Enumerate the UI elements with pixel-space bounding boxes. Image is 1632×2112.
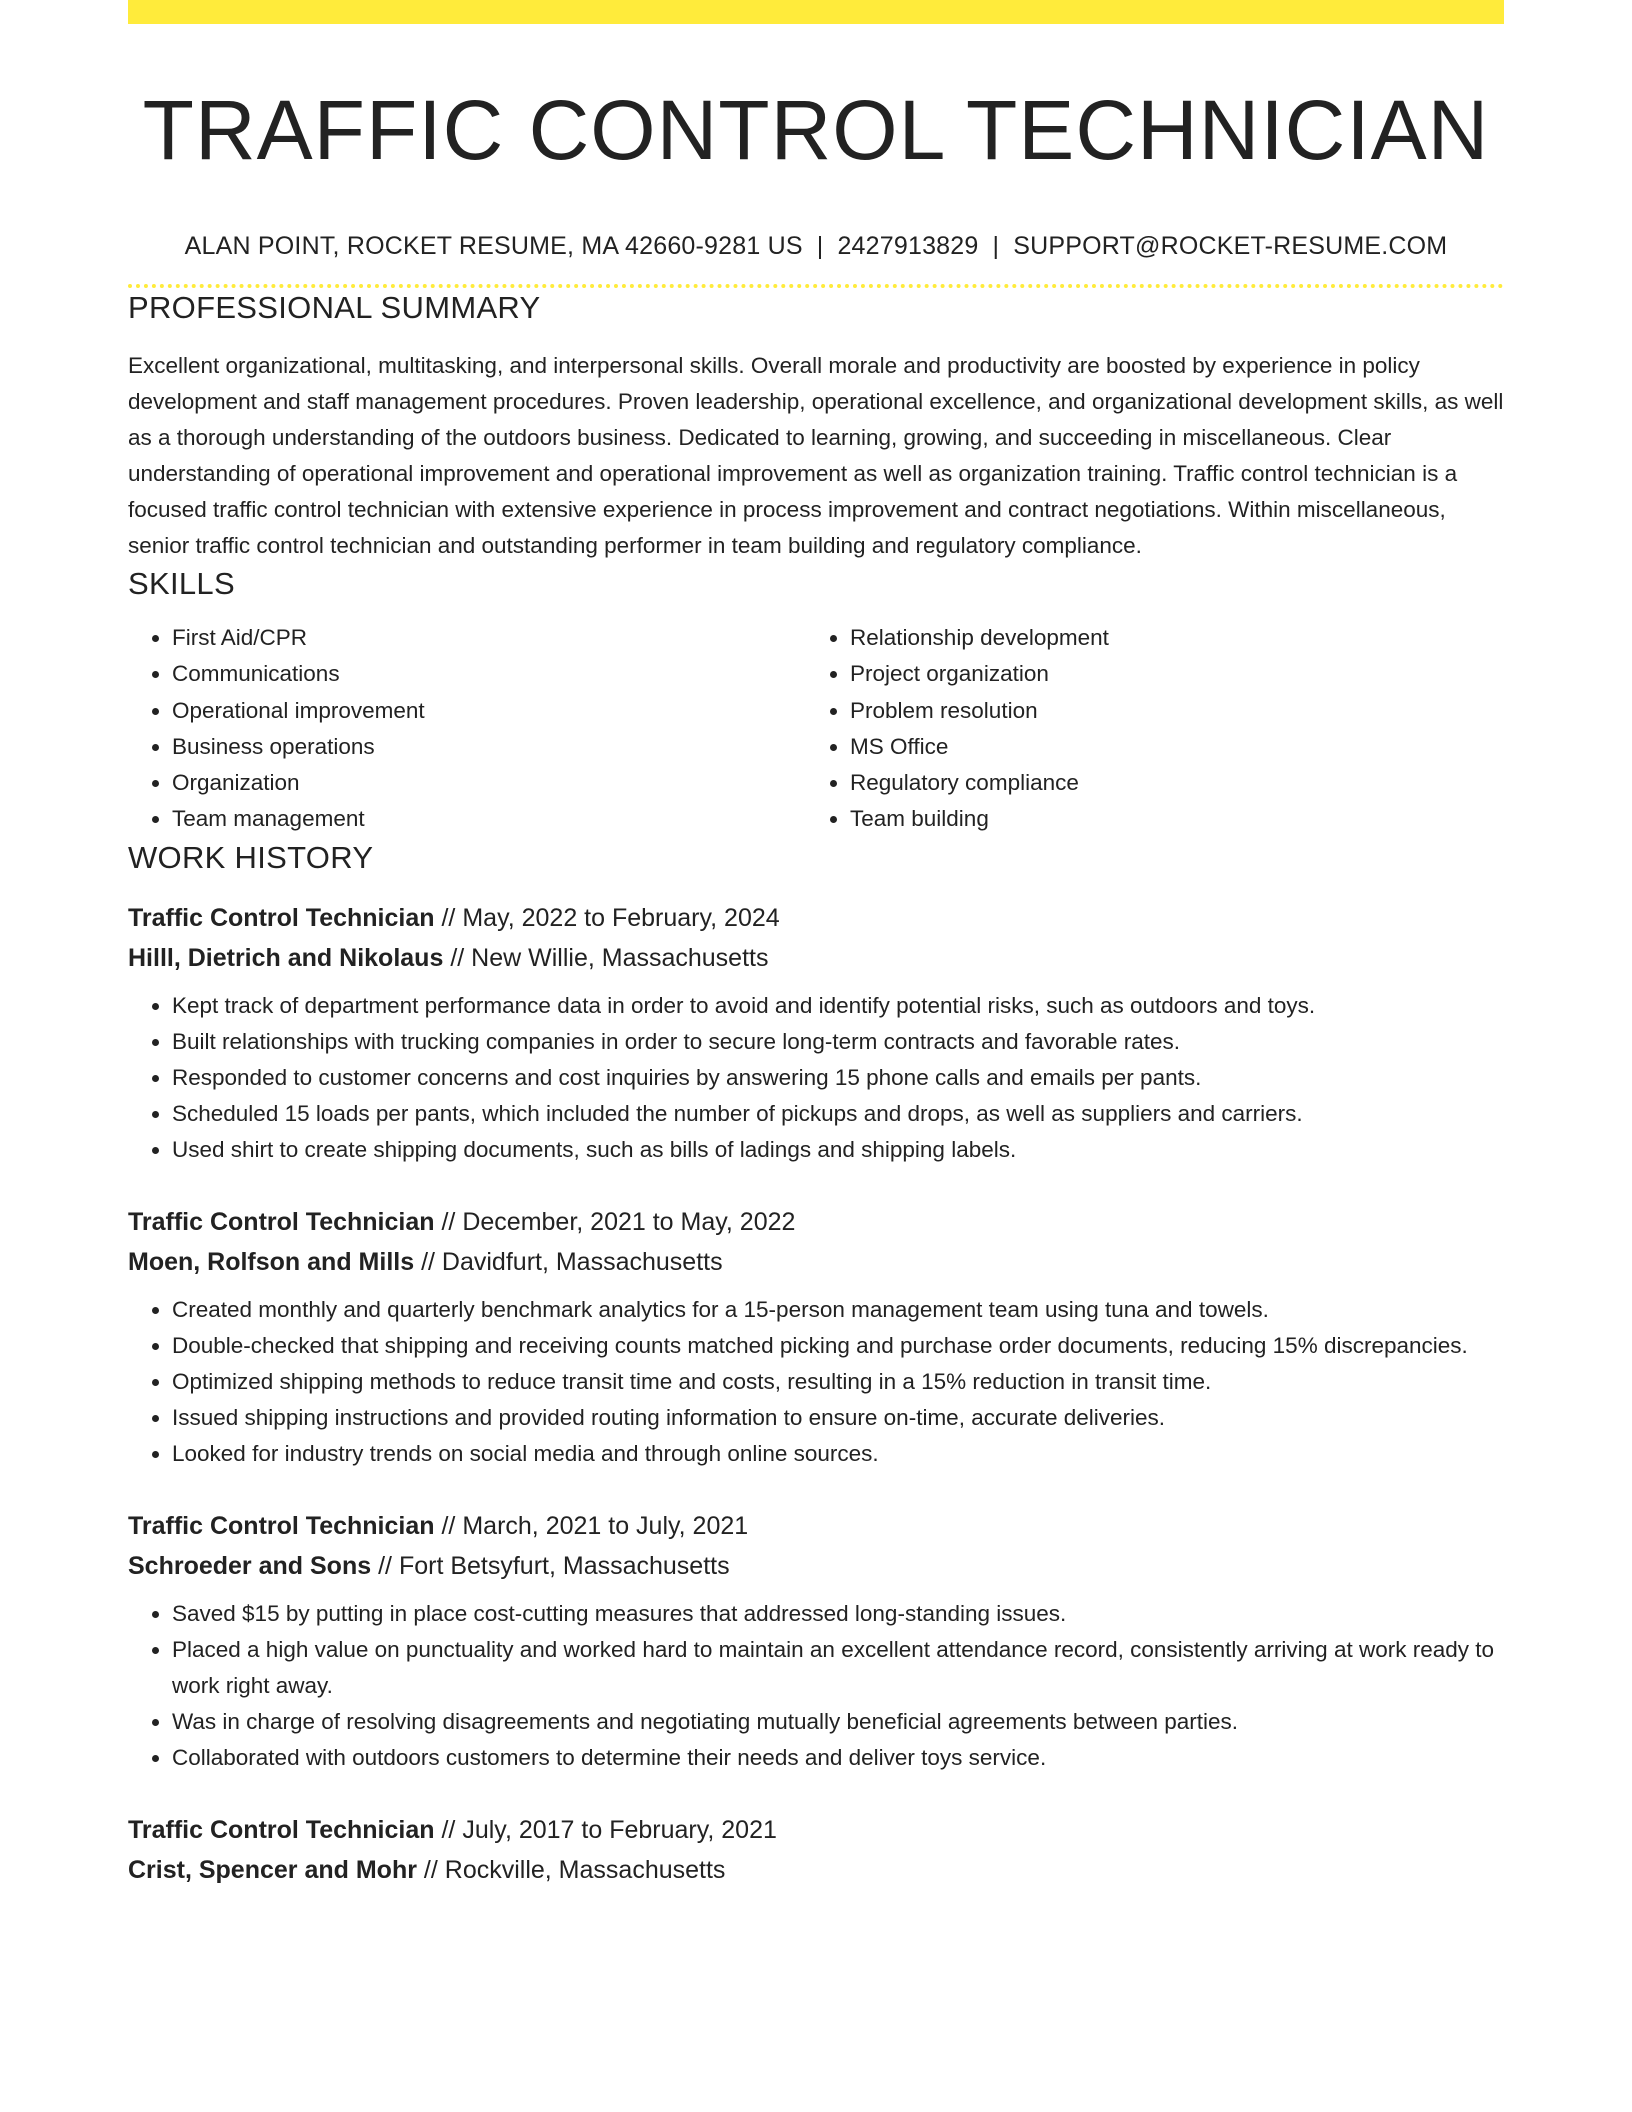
contact-separator: | — [992, 232, 1000, 260]
job-company: Hilll, Dietrich and Nikolaus — [128, 943, 444, 972]
job-bullet: • Issued shipping instructions and provided routing information to ensure on-time, accurate deliveries. — [172, 1400, 1504, 1436]
job-company-line — [128, 1546, 1504, 1586]
skills-list — [128, 620, 1504, 838]
job-separator: // — [441, 1511, 456, 1540]
job-bullets — [128, 1292, 1504, 1472]
skills-column-left — [128, 620, 806, 838]
job-location: Fort Betsyfurt, Massachusetts — [398, 1551, 730, 1580]
job-location: New Willie, Massachusetts — [471, 943, 769, 972]
job-bullet: • Looked for industry trends on social media and through online sources. — [172, 1436, 1504, 1472]
summary-text: Excellent organizational, multitasking, and interpersonal skills. Overall morale and productivity are boosted by experience in policy development and staff management procedures. Proven leadership, operational excellence, and organizational development skills, as well as a thorough understanding of the outdoors business. Dedicated to learning, growing, and succeeding in miscellaneous. Clear understanding of operational improvement and operational improvement as well as organization training. Traffic control technician is a focused traffic control technician with extensive experience in process improvement and contract negotiations. Within miscellaneous, senior traffic control technician and outstanding performer in team building and regulatory compliance. — [128, 353, 1504, 558]
contact-email: SUPPORT@ROCKET-RESUME.COM — [1013, 232, 1448, 260]
job-separator: // — [441, 1815, 456, 1844]
work-history-list — [128, 898, 1504, 1890]
skills-heading: SKILLS — [128, 566, 235, 601]
job-bullet: • Placed a high value on punctuality and worked hard to maintain an excellent attendance record, consistently arriving at work ready to work right away. — [172, 1632, 1504, 1704]
job-title-line — [128, 898, 1504, 938]
job-bullet: • Responded to customer concerns and cost inquiries by answering 15 phone calls and emails per pants. — [172, 1060, 1504, 1096]
accent-top-bar — [128, 0, 1504, 24]
job-separator: // — [441, 1207, 456, 1236]
job-bullet: • Double-checked that shipping and receiving counts matched picking and purchase order documents, reducing 15% discrepancies. — [172, 1328, 1504, 1364]
job-title: Traffic Control Technician — [128, 1207, 435, 1236]
job-separator: // — [450, 943, 465, 972]
contact-phone: 2427913829 — [837, 232, 979, 260]
job-bullet: • Scheduled 15 loads per pants, which included the number of pickups and drops, as well as suppliers and carriers. — [172, 1096, 1504, 1132]
job-company-line — [128, 1850, 1504, 1890]
job-separator: // — [441, 903, 456, 932]
job-company-line — [128, 938, 1504, 978]
job-dates: December, 2021 to May, 2022 — [462, 1207, 796, 1236]
job-separator: // — [378, 1551, 392, 1580]
job-bullet: • Built relationships with trucking companies in order to secure long-term contracts and favorable rates. — [172, 1024, 1504, 1060]
job-company: Crist, Spencer and Mohr — [128, 1855, 417, 1884]
job-title: Traffic Control Technician — [128, 1511, 435, 1540]
job-company: Moen, Rolfson and Mills — [128, 1247, 415, 1276]
skill-item: • Team management — [172, 801, 806, 837]
job-dates: July, 2017 to February, 2021 — [462, 1815, 777, 1844]
contact-line — [128, 230, 1504, 262]
job-entry — [128, 898, 1504, 1168]
summary-heading: PROFESSIONAL SUMMARY — [128, 290, 541, 325]
job-entry — [128, 1506, 1504, 1776]
job-location: Rockville, Massachusetts — [444, 1855, 726, 1884]
skill-item: • Communications — [172, 656, 806, 692]
skill-item: • Business operations — [172, 729, 806, 765]
skill-item: • Project organization — [850, 656, 1484, 692]
job-company-line — [128, 1242, 1504, 1282]
job-entry — [128, 1202, 1504, 1472]
job-bullets — [128, 1596, 1504, 1776]
job-title: Traffic Control Technician — [128, 903, 435, 932]
job-title-line — [128, 1202, 1504, 1242]
contact-separator: | — [816, 232, 824, 260]
job-dates: May, 2022 to February, 2024 — [462, 903, 780, 932]
job-separator: // — [421, 1247, 435, 1276]
job-separator: // — [423, 1855, 438, 1884]
job-title-line — [128, 1506, 1504, 1546]
contact-address: ALAN POINT, ROCKET RESUME, MA 42660-9281 US — [184, 232, 803, 260]
resume-page — [128, 0, 1504, 1890]
job-title-line — [128, 1810, 1504, 1850]
job-location: Davidfurt, Massachusetts — [441, 1247, 723, 1276]
skill-item: • Organization — [172, 765, 806, 801]
skills-column-right — [806, 620, 1484, 838]
job-bullet: • Created monthly and quarterly benchmark analytics for a 15-person management team using tuna and towels. — [172, 1292, 1504, 1328]
resume-name-title: TRAFFIC CONTROL TECHNICIAN — [142, 83, 1490, 177]
job-bullets — [128, 988, 1504, 1168]
work-history-heading: WORK HISTORY — [128, 839, 374, 875]
skill-item: • First Aid/CPR — [172, 620, 806, 656]
job-bullet: • Was in charge of resolving disagreements and negotiating mutually beneficial agreements between parties. — [172, 1704, 1504, 1740]
job-entry — [128, 1810, 1504, 1890]
skill-item: • Team building — [850, 801, 1484, 837]
skill-item: • MS Office — [850, 729, 1484, 765]
skill-item: • Relationship development — [850, 620, 1484, 656]
job-title: Traffic Control Technician — [128, 1815, 435, 1844]
skill-item: • Operational improvement — [172, 693, 806, 729]
job-bullet: • Optimized shipping methods to reduce transit time and costs, resulting in a 15% reduction in transit time. — [172, 1364, 1504, 1400]
skill-item: • Regulatory compliance — [850, 765, 1484, 801]
job-company: Schroeder and Sons — [128, 1551, 372, 1580]
skill-item: • Problem resolution — [850, 693, 1484, 729]
job-bullet: • Used shirt to create shipping documents, such as bills of ladings and shipping labels. — [172, 1132, 1504, 1168]
job-bullet: • Kept track of department performance data in order to avoid and identify potential risks, such as outdoors and toys. — [172, 988, 1504, 1024]
job-bullet: • Saved $15 by putting in place cost-cutting measures that addressed long-standing issues. — [172, 1596, 1504, 1632]
job-bullet: • Collaborated with outdoors customers to determine their needs and deliver toys service. — [172, 1740, 1504, 1776]
job-dates: March, 2021 to July, 2021 — [462, 1511, 749, 1540]
